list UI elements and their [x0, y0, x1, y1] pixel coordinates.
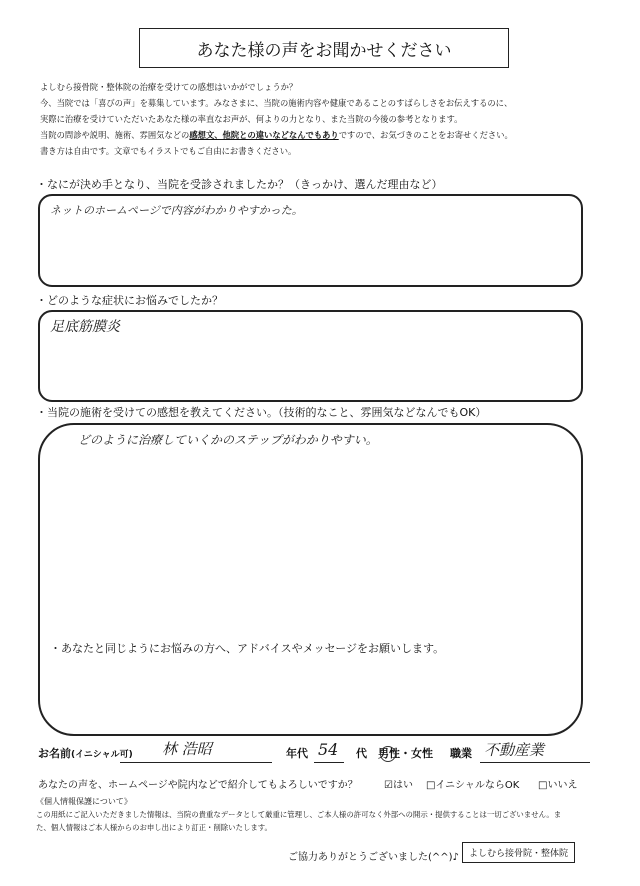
intro-text [40, 79, 620, 159]
intro-text-c: ですので、お気づきのことをお寄せください。 [338, 130, 513, 140]
name-value: 林 浩昭 [162, 740, 212, 758]
intro-emphasis: 感想文、他院との違いなどなんでもあり [189, 130, 339, 140]
job-underline [480, 762, 590, 763]
intro-line: 書き方は自由です。文章でもイラストでもご自由にお書きください。 [40, 146, 297, 156]
consent-no[interactable]: □いいえ [538, 780, 578, 791]
job-value[interactable]: 不動産業 [484, 741, 545, 759]
name-note: (イニシャル可) [71, 750, 133, 760]
answer-3: どのように治療していくかのステップがわかりやすい。 [78, 433, 378, 447]
thanks-message: ご協力ありがとうございました(^^)♪ [288, 852, 459, 863]
answer-box-3[interactable] [38, 423, 583, 736]
page-title: あなた様の声をお聞かせください [139, 28, 509, 68]
age-value[interactable]: 54 [318, 740, 339, 759]
clinic-name-box: よしむら接骨院・整体院 [462, 842, 575, 863]
consent-initial[interactable]: □イニシャルならOK [426, 780, 520, 791]
job-label: 職業 [450, 747, 472, 760]
name-field[interactable] [38, 742, 274, 762]
privacy-line-2: た、個人情報はご本人様からのお申し出により訂正・削除いたします。 [36, 823, 272, 832]
answer-2: 足底筋膜炎 [50, 319, 120, 335]
name-label: お名前 [38, 747, 71, 760]
question-2: ・どのような症状にお悩みでしたか？ [36, 294, 223, 307]
age-underline [314, 762, 344, 763]
question-3: ・当院の施術を受けての感想を教えてください。（技術的なこと、雰囲気などなんでもOK） [36, 406, 487, 419]
privacy-line-1: この用紙にご記入いただきました情報は、当院の貴重なデータとして厳重に管理し、ご本人様の許可なく外部への開示・提供することは一切ございません。ま [36, 810, 562, 819]
intro-line: 実際に治療を受けていただいたあなた様の率直なお声が、何よりの力となり、また当院の今後の参考となります。 [40, 114, 463, 124]
privacy-heading: 《個人情報保護について》 [36, 797, 132, 806]
age-suffix: 代 [356, 747, 367, 760]
consent-question: あなたの声を、ホームページや院内などで紹介してもよろしいですか？ [38, 780, 358, 791]
intro-line: よしむら接骨院・整体院の治療を受けての感想はいかがでしょうか？ [40, 82, 298, 92]
intro-line: 今、当院では「喜びの声」を募集しています。みなさまに、当院の施術内容や健康であることのすばらしさをお伝えするのに、 [40, 98, 513, 108]
name-underline [120, 762, 272, 763]
gender-selected-circle [380, 746, 396, 762]
gender-options[interactable]: 男性・女性 [378, 747, 433, 760]
answer-1: ネットのホームページで内容がわかりやすかった。 [50, 204, 303, 217]
intro-line [40, 127, 620, 143]
intro-text-a: 当院の問診や説明、施術、雰囲気などの [40, 130, 190, 140]
age-label: 年代 [286, 747, 308, 760]
question-4: ・あなたと同じようにお悩みの方へ、アドバイスやメッセージをお願いします。 [50, 642, 445, 655]
consent-yes[interactable]: ☑はい [384, 780, 413, 791]
question-1: ・なにが決め手となり、当院を受診されましたか？（きっかけ、選んだ理由など） [36, 178, 443, 191]
